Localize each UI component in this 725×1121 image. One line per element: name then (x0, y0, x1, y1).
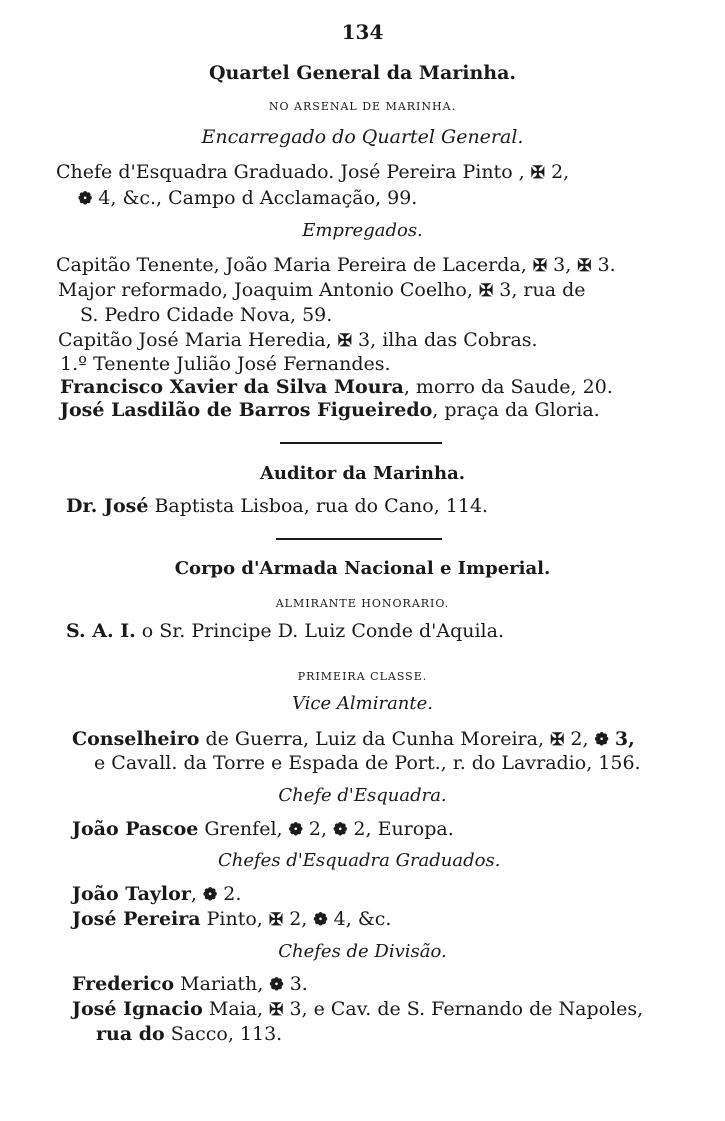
empregado-1-grade-a: 3, (553, 254, 572, 276)
divider-rule (276, 538, 442, 540)
empregado-6-name: José Lasdilão de Barros Figueiredo (60, 399, 433, 421)
honorario-line (66, 622, 504, 641)
vice-heading: Vice Almirante. (291, 693, 433, 714)
graduado-2-name: José Pereira (72, 908, 201, 930)
chefe-text-a: Chefe d'Esquadra Graduado. José Pereira Pinto , (56, 161, 525, 183)
empregado-3-address: 3, ilha das Cobras. (358, 329, 538, 351)
cross-order-icon: ✠ (577, 256, 592, 276)
graduado-1-grade: 2. (223, 883, 242, 905)
vice-line-1 (72, 730, 635, 749)
graduado-2-grade-b: 4, &c. (333, 908, 392, 930)
vice-grade-a: 2, (570, 728, 589, 750)
chefe-esquadra-name: João Pascoe (72, 818, 199, 840)
section-title-auditor: Auditor da Marinha. (259, 463, 466, 484)
cross-order-icon: ✠ (530, 163, 546, 183)
rose-order-icon: ❁ (288, 820, 303, 840)
empregado-line-4: 1.º Tenente Julião José Fernandes. (60, 353, 391, 375)
empregado-line-6 (60, 401, 600, 420)
cross-order-icon: ✠ (478, 281, 494, 301)
empregado-1-grade-b: 3. (597, 254, 616, 276)
divisao-line-1 (72, 975, 308, 994)
empregado-line-2b: S. Pedro Cidade Nova, 59. (80, 304, 333, 326)
chefe-text-b: 2, (551, 161, 570, 183)
empregado-line-1 (56, 256, 616, 275)
divisao-2-address: Sacco, 113. (164, 1023, 283, 1045)
rose-order-icon: ❁ (333, 820, 348, 840)
cross-order-icon: ✠ (550, 730, 565, 750)
empregado-line-2 (58, 281, 586, 300)
honorario-prefix: S. A. I. (66, 620, 136, 642)
honorario-heading: ALMIRANTE HONORARIO. (275, 597, 450, 610)
rose-order-icon: ❁ (78, 189, 93, 209)
graduado-line-1 (72, 885, 241, 904)
honorario-text: o Sr. Principe D. Luiz Conde d'Aquila. (135, 620, 505, 642)
rose-order-icon: ❁ (594, 730, 609, 750)
divisao-heading: Chefes de Divisão. (278, 941, 447, 962)
vice-line-2: e Cavall. da Torre e Espada de Port., r. do Lavradio, 156. (94, 752, 641, 774)
graduado-1-sep: , (190, 883, 197, 905)
chefe-esquadra-line (72, 820, 454, 839)
chefe-esquadra-heading: Chefe d'Esquadra. (278, 785, 447, 806)
graduado-line-2 (72, 910, 391, 929)
section-title-corpo: Corpo d'Armada Nacional e Imperial. (174, 558, 551, 579)
empregado-5-name: Francisco Xavier da Silva Moura (60, 376, 404, 398)
vice-grade-b: 3, (614, 728, 635, 750)
empregado-2-address: 3, rua de (499, 279, 586, 301)
divisao-line-3 (96, 1025, 282, 1044)
divisao-1-grade: 3. (289, 973, 308, 995)
auditor-line (66, 497, 488, 516)
graduados-heading: Chefes d'Esquadra Graduados. (218, 850, 501, 871)
subtitle-arsenal: NO ARSENAL DE MARINHA. (268, 100, 457, 113)
divisao-2-text: 3, e Cav. de S. Fernando de Napoles, (289, 998, 644, 1020)
empregados-heading: Empregados. (302, 220, 423, 241)
chefe-esquadra-surname: Grenfel, (198, 818, 283, 840)
auditor-text: Baptista Lisboa, rua do Cano, 114. (148, 495, 489, 517)
chefe-esquadra-grade-a: 2, (308, 818, 328, 840)
divisao-1-name: Frederico (72, 973, 175, 995)
role-heading: Encarregado do Quartel General. (201, 126, 524, 148)
empregado-3-text: Capitão José Maria Heredia, (58, 329, 332, 351)
cross-order-icon: ✠ (532, 256, 548, 276)
classe-heading: PRIMEIRA CLASSE. (297, 670, 428, 683)
divisao-line-2 (72, 1000, 643, 1019)
empregado-6-address: , praça da Gloria. (432, 399, 600, 421)
vice-name: Conselheiro (72, 728, 200, 750)
cross-order-icon: ✠ (337, 331, 352, 351)
vice-text: de Guerra, Luiz da Cunha Moreira, (199, 728, 545, 750)
empregado-line-5 (60, 378, 613, 397)
chefe-line-2 (78, 189, 417, 208)
chefe-esquadra-grade-b: 2, Europa. (353, 818, 454, 840)
rose-order-icon: ❁ (269, 975, 284, 995)
auditor-prefix: Dr. José (66, 495, 149, 517)
divisao-1-surname: Mariath, (174, 973, 264, 995)
rose-order-icon: ❁ (202, 885, 218, 905)
divisao-2-name: José Ignacio (72, 998, 203, 1020)
divider-rule (280, 442, 442, 444)
empregado-line-3 (58, 331, 538, 350)
empregado-2-text: Major reformado, Joaquim Antonio Coelho, (58, 279, 473, 301)
cross-order-icon: ✠ (268, 910, 284, 930)
cross-order-icon: ✠ (269, 1000, 284, 1020)
page-number: 134 (341, 20, 384, 44)
divisao-2-surname: Maia, (202, 998, 264, 1020)
chefe-line-1 (56, 163, 569, 182)
graduado-2-surname: Pinto, (200, 908, 263, 930)
empregado-5-address: , morro da Saude, 20. (403, 376, 613, 398)
chefe-text-c: 4, &c., Campo d Acclamação, 99. (98, 187, 418, 209)
divisao-2-street: rua do (96, 1023, 165, 1045)
empregado-1-text: Capitão Tenente, João Maria Pereira de Lacerda, (56, 254, 527, 276)
graduado-2-grade-a: 2, (289, 908, 308, 930)
rose-order-icon: ❁ (313, 910, 328, 930)
graduado-1-name: João Taylor (72, 883, 191, 905)
section-title-quartel: Quartel General da Marinha. (208, 62, 517, 84)
